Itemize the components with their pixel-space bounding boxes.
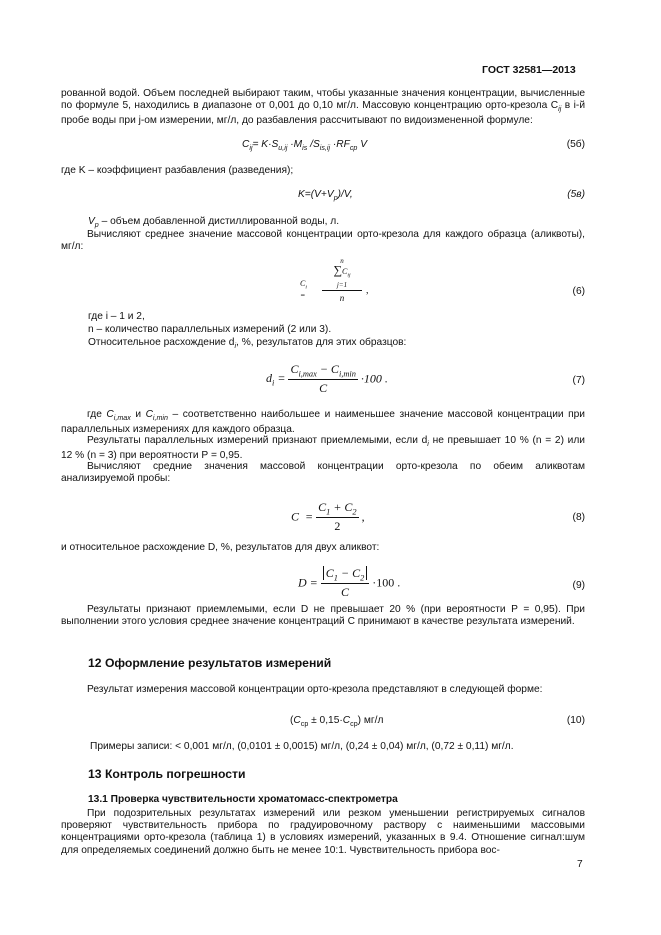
formula-8-number: (8) [572, 512, 585, 523]
examples-line: Примеры записи: < 0,001 мг/л, (0,0101 ± 0,0015) мг/л, (0,24 ± 0,04) мг/л, (0,72 ± 0,11) мг/л. [90, 741, 514, 752]
section-12-heading: 12 Оформление результатов измерений [88, 656, 332, 670]
formula-5v: $K=(V+V_p)/V$, [298, 189, 353, 203]
both-aliquots-paragraph: Вычисляют средние значения массовой концентрации орто-крезола по обеим аликвотам анализируемой пробы: [61, 461, 585, 485]
intro-paragraph: рованной водой. Объем последней выбирают таким, чтобы указанные значения концентрации, вычисленные по формуле 5, находились в диапазоне от 0,001 до 0,10 мг/л. Массовую концентрацию орто-крезола $C_{ij}$ в i-й пробе воды при j-ом измерении, мг/л, до разбавления рассчитывают по видоизмененной формуле: [61, 88, 586, 127]
formula-10: $(C_{ср} \pm 0,15\cdot C_{ср})$ мг/л [290, 715, 384, 729]
average-paragraph: Вычисляют среднее значение массовой концентрации орто-крезола для каждого образца (аликвоты), мг/л: [61, 229, 585, 253]
vp-definition: $V_p$ – объем добавленной дистиллированной воды, л. [88, 216, 340, 230]
cmax-cmin-paragraph: где $C_{i,max}$ и $C_{i,min}$ – соответственно наибольшее и наименьшее значение массовой концентрации при параллельных измерениях для каждого образца. [61, 409, 585, 436]
formula-5b: $C_{ij}= K\cdot S_{и,ij} \cdot M_{is}$ $/S_{is,ij} \cdot RF_{ср}$ V [242, 139, 368, 153]
formula-5v-number: (5в) [567, 189, 585, 200]
subsection-13-1-heading: 13.1 Проверка чувствительности хроматомасс-спектрометра [88, 794, 398, 805]
formula-6-number: (6) [572, 286, 585, 297]
formula-5b-number: (5б) [566, 139, 585, 150]
formula-9: D = $\frac{C_1 - C_2}{C}$ ·100 . [298, 566, 401, 600]
acceptance-paragraph: Результаты параллельных измерений признают приемлемыми, если $d_i$ не превышает 10 % (n = 2) или 12 % (n = 3) при вероятности Р = 0,95. [61, 435, 585, 462]
where-i-definition: где i – 1 и 2, [88, 311, 145, 322]
section-13-heading: 13 Контроль погрешности [88, 767, 246, 781]
formula-9-number: (9) [572, 580, 585, 591]
page-number: 7 [577, 859, 583, 870]
where-k-definition: где K – коэффициент разбавления (разведения); [61, 165, 294, 176]
formula-7-number: (7) [572, 375, 585, 386]
relative-d-intro: и относительное расхождение D, %, результатов для двух аликвот: [61, 542, 380, 553]
section-12-paragraph: Результат измерения массовой концентрации орто-крезола представляют в следующей форме: [87, 684, 543, 695]
result-acceptance-paragraph: Результаты признают приемлемыми, если D не превышает 20 % (при вероятности Р = 0,95). При выполнении этого условия среднее значение концентраций C принимают в качестве результата измерений. [61, 604, 585, 628]
formula-7: $d_i$ = $\frac{C_{i,max} - C_{i,min}}{C}$ ·100 . [266, 362, 388, 396]
document-code: ГОСТ 32581—2013 [482, 64, 576, 76]
subsection-13-1-paragraph: При подозрительных результатах измерений или резком уменьшении регистрируемых сигналов проверяют чувствительность прибора по градуировочному раствору с наименьшими массовыми концентрациями орто-крезола (таблица 1) в условиях измерений, указанных в 9.4. Отношение сигнал:шум для определяемых соединений должно быть не менее 10:1. Чувствительность прибора вос- [61, 808, 585, 856]
n-definition: n – количество параллельных измерений (2 или 3). [88, 324, 332, 335]
relative-deviation-intro: Относительное расхождение $d_i$, %, результатов для этих образцов: [88, 337, 407, 351]
formula-8: C = $\frac{C_1 + C_2}{2}$ , [291, 500, 365, 534]
formula-10-number: (10) [566, 715, 585, 726]
